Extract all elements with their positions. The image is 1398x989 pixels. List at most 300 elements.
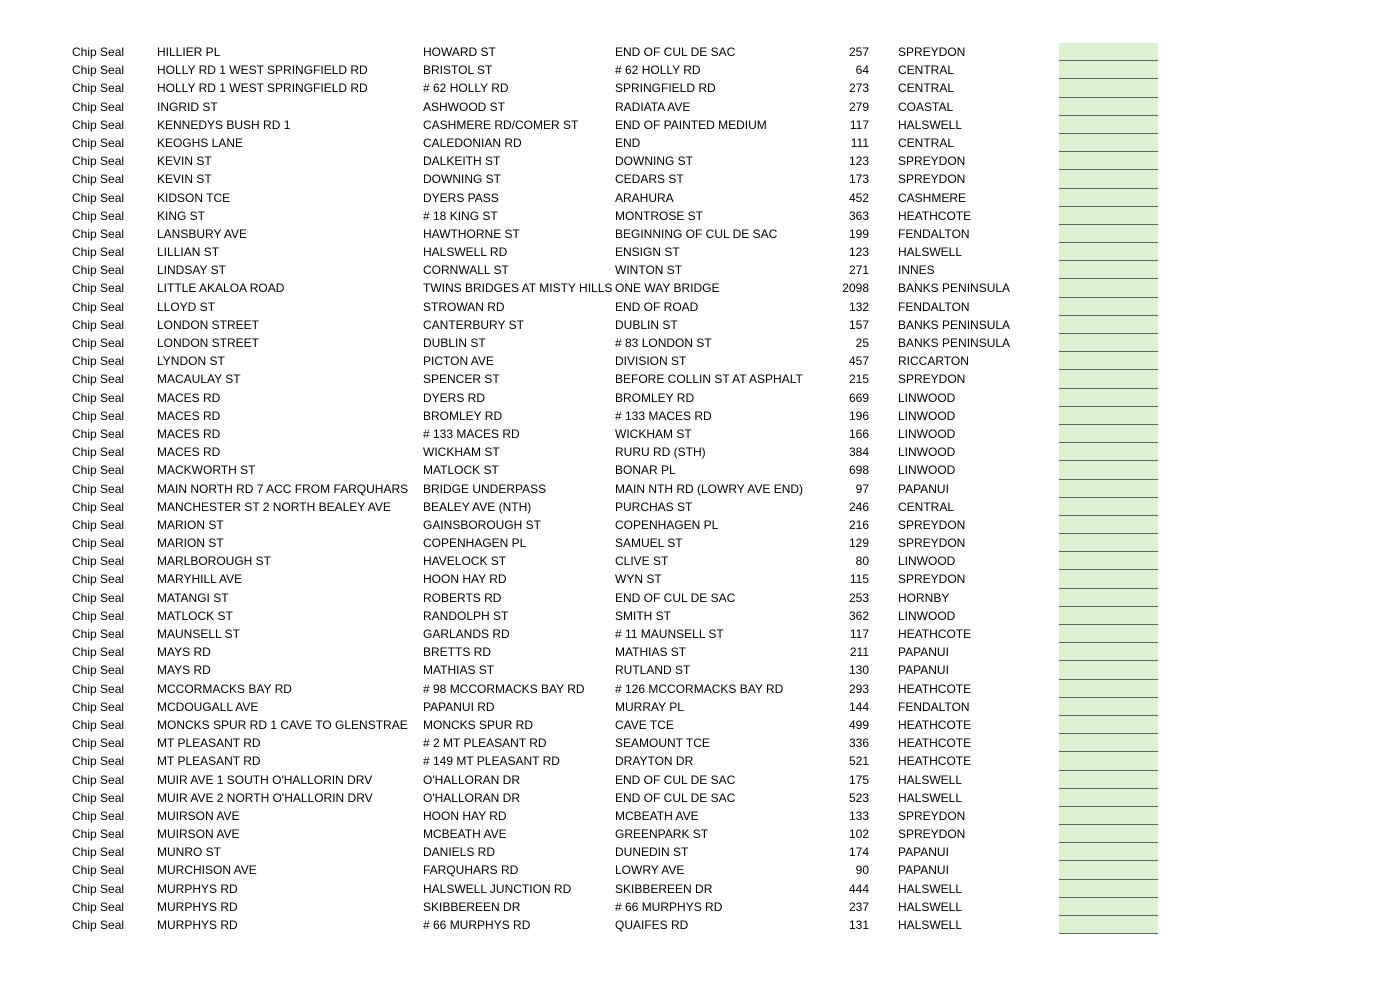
treatment-type-cell: Chip Seal	[72, 354, 125, 369]
treatment-type-cell: Chip Seal	[72, 299, 125, 314]
area-cell: SPREYDON	[898, 572, 966, 587]
treatment-type-cell: Chip Seal	[72, 845, 125, 860]
street-name-cell: KEVIN ST	[157, 172, 212, 187]
treatment-type-cell: Chip Seal	[72, 245, 125, 260]
area-cell: SPREYDON	[898, 517, 966, 532]
length-cell: 521	[848, 754, 869, 769]
to-location-cell: MATHIAS ST	[615, 645, 687, 660]
to-location-cell: # 66 MURPHYS RD	[615, 899, 723, 914]
length-cell: 90	[855, 863, 869, 878]
to-location-cell: # 133 MACES RD	[615, 408, 712, 423]
treatment-type-cell: Chip Seal	[72, 717, 125, 732]
length-cell: 123	[848, 154, 869, 169]
street-name-cell: MUIR AVE 1 SOUTH O'HALLORIN DRV	[157, 772, 373, 787]
area-cell: CENTRAL	[898, 81, 955, 96]
from-location-cell: BROMLEY RD	[423, 408, 503, 423]
street-name-cell: MURPHYS RD	[157, 899, 238, 914]
street-name-cell: MANCHESTER ST 2 NORTH BEALEY AVE	[157, 499, 391, 514]
highlighted-empty-cell[interactable]	[1059, 789, 1158, 807]
street-name-cell: LILLIAN ST	[157, 245, 220, 260]
table-row	[0, 516, 1398, 534]
highlighted-empty-cell[interactable]	[1059, 389, 1158, 407]
highlighted-empty-cell[interactable]	[1059, 316, 1158, 334]
street-name-cell: KING ST	[157, 208, 206, 223]
from-location-cell: BRISTOL ST	[423, 63, 493, 78]
highlighted-empty-cell[interactable]	[1059, 243, 1158, 261]
area-cell: CENTRAL	[898, 499, 955, 514]
from-location-cell: PAPANUI RD	[423, 699, 495, 714]
street-name-cell: LYNDON ST	[157, 354, 225, 369]
to-location-cell: END	[615, 135, 641, 150]
length-cell: 97	[855, 481, 869, 496]
to-location-cell: DRAYTON DR	[615, 754, 694, 769]
highlighted-empty-cell[interactable]	[1059, 225, 1158, 243]
to-location-cell: RURU RD (STH)	[615, 445, 706, 460]
area-cell: FENDALTON	[898, 299, 970, 314]
to-location-cell: MONTROSE ST	[615, 208, 704, 223]
from-location-cell: DANIELS RD	[423, 845, 496, 860]
length-cell: 133	[848, 808, 869, 823]
to-location-cell: BEGINNING OF CUL DE SAC	[615, 226, 778, 241]
street-name-cell: MUIRSON AVE	[157, 808, 240, 823]
to-location-cell: SPRINGFIELD RD	[615, 81, 716, 96]
street-name-cell: MACES RD	[157, 445, 221, 460]
treatment-type-cell: Chip Seal	[72, 754, 125, 769]
to-location-cell: SEAMOUNT TCE	[615, 736, 710, 751]
highlighted-empty-cell[interactable]	[1059, 680, 1158, 698]
table-row	[0, 389, 1398, 407]
length-cell: 123	[848, 245, 869, 260]
from-location-cell: HOON HAY RD	[423, 572, 507, 587]
street-name-cell: MT PLEASANT RD	[157, 754, 261, 769]
table-row	[0, 43, 1398, 61]
table-row	[0, 79, 1398, 97]
street-name-cell: MURPHYS RD	[157, 881, 238, 896]
table-row	[0, 298, 1398, 316]
from-location-cell: DALKEITH ST	[423, 154, 501, 169]
area-cell: HALSWELL	[898, 790, 963, 805]
street-name-cell: MCCORMACKS BAY RD	[157, 681, 292, 696]
highlighted-empty-cell[interactable]	[1059, 661, 1158, 679]
table-row	[0, 461, 1398, 479]
table-row	[0, 825, 1398, 843]
area-cell: LINWOOD	[898, 554, 956, 569]
street-name-cell: MACES RD	[157, 426, 221, 441]
table-row	[0, 407, 1398, 425]
table-row	[0, 552, 1398, 570]
length-cell: 130	[848, 663, 869, 678]
length-cell: 117	[849, 117, 869, 132]
to-location-cell: ARAHURA	[615, 190, 674, 205]
treatment-type-cell: Chip Seal	[72, 499, 125, 514]
highlighted-empty-cell[interactable]	[1059, 570, 1158, 588]
area-cell: HEATHCOTE	[898, 736, 972, 751]
treatment-type-cell: Chip Seal	[72, 445, 125, 460]
street-name-cell: HOLLY RD 1 WEST SPRINGFIELD RD	[157, 81, 368, 96]
to-location-cell: WICKHAM ST	[615, 426, 692, 441]
length-cell: 2098	[842, 281, 869, 296]
treatment-type-cell: Chip Seal	[72, 772, 125, 787]
to-location-cell: # 126 MCCORMACKS BAY RD	[615, 681, 784, 696]
street-name-cell: KENNEDYS BUSH RD 1	[157, 117, 291, 132]
area-cell: SPREYDON	[898, 827, 966, 842]
highlighted-empty-cell[interactable]	[1059, 716, 1158, 734]
length-cell: 457	[848, 354, 869, 369]
highlighted-empty-cell[interactable]	[1059, 189, 1158, 207]
treatment-type-cell: Chip Seal	[72, 881, 125, 896]
area-cell: HEATHCOTE	[898, 754, 972, 769]
from-location-cell: # 98 MCCORMACKS BAY RD	[423, 681, 585, 696]
to-location-cell: END OF CUL DE SAC	[615, 772, 736, 787]
to-location-cell: MAIN NTH RD (LOWRY AVE END)	[615, 481, 804, 496]
street-name-cell: MATANGI ST	[157, 590, 229, 605]
highlighted-empty-cell[interactable]	[1059, 279, 1158, 297]
area-cell: LINWOOD	[898, 463, 956, 478]
highlighted-empty-cell[interactable]	[1059, 207, 1158, 225]
to-location-cell: ENSIGN ST	[615, 245, 680, 260]
street-name-cell: LONDON STREET	[157, 317, 260, 332]
table-row	[0, 716, 1398, 734]
table-row	[0, 225, 1398, 243]
length-cell: 216	[848, 517, 869, 532]
treatment-type-cell: Chip Seal	[72, 63, 125, 78]
highlighted-empty-cell[interactable]	[1059, 880, 1158, 898]
highlighted-empty-cell[interactable]	[1059, 807, 1158, 825]
to-location-cell: RUTLAND ST	[615, 663, 691, 678]
length-cell: 117	[849, 627, 869, 641]
highlighted-empty-cell[interactable]	[1059, 625, 1158, 643]
to-location-cell: CLIVE ST	[615, 554, 669, 569]
highlighted-empty-cell[interactable]	[1059, 825, 1158, 843]
area-cell: SPREYDON	[898, 172, 966, 187]
table-row	[0, 625, 1398, 643]
highlighted-empty-cell[interactable]	[1059, 334, 1158, 352]
highlighted-empty-cell[interactable]	[1059, 898, 1158, 916]
area-cell: LINWOOD	[898, 608, 956, 623]
treatment-type-cell: Chip Seal	[72, 554, 125, 569]
street-name-cell: MAYS RD	[157, 663, 211, 678]
length-cell: 144	[848, 699, 869, 714]
area-cell: LINWOOD	[898, 408, 956, 423]
length-cell: 173	[848, 172, 869, 187]
highlighted-empty-cell[interactable]	[1059, 698, 1158, 716]
highlighted-empty-cell[interactable]	[1059, 352, 1158, 370]
from-location-cell: DOWNING ST	[423, 172, 501, 187]
to-location-cell: RADIATA AVE	[615, 99, 691, 114]
from-location-cell: HAVELOCK ST	[423, 554, 507, 569]
table-row	[0, 334, 1398, 352]
to-location-cell: BONAR PL	[615, 463, 676, 478]
treatment-type-cell: Chip Seal	[72, 681, 125, 696]
length-cell: 166	[848, 426, 869, 441]
from-location-cell: BRIDGE UNDERPASS	[423, 481, 547, 496]
length-cell: 215	[848, 372, 869, 387]
to-location-cell: SMITH ST	[615, 608, 671, 623]
to-location-cell: END OF CUL DE SAC	[615, 45, 736, 59]
length-cell: 698	[848, 463, 869, 478]
highlighted-empty-cell[interactable]	[1059, 261, 1158, 279]
length-cell: 523	[848, 790, 869, 805]
highlighted-empty-cell[interactable]	[1059, 170, 1158, 188]
street-name-cell: MURCHISON AVE	[157, 863, 257, 878]
street-name-cell: MUIR AVE 2 NORTH O'HALLORIN DRV	[157, 790, 373, 805]
length-cell: 452	[848, 190, 869, 205]
highlighted-empty-cell[interactable]	[1059, 480, 1158, 498]
treatment-type-cell: Chip Seal	[72, 590, 125, 605]
from-location-cell: CORNWALL ST	[423, 263, 509, 278]
area-cell: RICCARTON	[898, 354, 969, 369]
table-row	[0, 352, 1398, 370]
street-name-cell: LONDON STREET	[157, 336, 260, 350]
highlighted-empty-cell[interactable]	[1059, 771, 1158, 789]
highlighted-empty-cell[interactable]	[1059, 134, 1158, 152]
treatment-type-cell: Chip Seal	[72, 736, 125, 751]
treatment-type-cell: Chip Seal	[72, 536, 125, 551]
treatment-type-cell: Chip Seal	[72, 154, 125, 169]
from-location-cell: HOWARD ST	[423, 45, 496, 59]
to-location-cell: SKIBBEREEN DR	[615, 881, 713, 896]
from-location-cell: FARQUHARS RD	[423, 863, 519, 878]
highlighted-empty-cell[interactable]	[1059, 752, 1158, 770]
from-location-cell: CASHMERE RD/COMER ST	[423, 117, 579, 132]
treatment-type-cell: Chip Seal	[72, 281, 125, 296]
length-cell: 80	[855, 554, 869, 569]
highlighted-empty-cell[interactable]	[1059, 498, 1158, 516]
table-row	[0, 152, 1398, 170]
treatment-type-cell: Chip Seal	[72, 808, 125, 823]
length-cell: 279	[848, 99, 869, 114]
from-location-cell: DYERS RD	[423, 390, 486, 405]
treatment-type-cell: Chip Seal	[72, 408, 125, 423]
treatment-type-cell: Chip Seal	[72, 827, 125, 842]
length-cell: 293	[848, 681, 869, 696]
treatment-type-cell: Chip Seal	[72, 317, 125, 332]
table-row	[0, 698, 1398, 716]
table-row	[0, 480, 1398, 498]
table-row	[0, 170, 1398, 188]
table-row	[0, 843, 1398, 861]
street-name-cell: MAYS RD	[157, 645, 211, 660]
treatment-type-cell: Chip Seal	[72, 608, 125, 623]
length-cell: 157	[848, 317, 869, 332]
table-row	[0, 607, 1398, 625]
highlighted-empty-cell[interactable]	[1059, 534, 1158, 552]
from-location-cell: MONCKS SPUR RD	[423, 717, 534, 732]
table-row	[0, 880, 1398, 898]
from-location-cell: PICTON AVE	[423, 354, 494, 369]
length-cell: 271	[848, 263, 869, 278]
street-name-cell: MATLOCK ST	[157, 608, 233, 623]
street-name-cell: MARION ST	[157, 517, 224, 532]
from-location-cell: COPENHAGEN PL	[423, 536, 527, 551]
treatment-type-cell: Chip Seal	[72, 627, 125, 641]
length-cell: 257	[848, 45, 869, 59]
street-name-cell: MACES RD	[157, 390, 221, 405]
from-location-cell: # 133 MACES RD	[423, 426, 520, 441]
table-row	[0, 916, 1398, 934]
treatment-type-cell: Chip Seal	[72, 918, 125, 932]
highlighted-empty-cell[interactable]	[1059, 843, 1158, 861]
table-row	[0, 98, 1398, 116]
to-location-cell: DIVISION ST	[615, 354, 687, 369]
area-cell: PAPANUI	[898, 845, 949, 860]
to-location-cell: # 11 MAUNSELL ST	[615, 627, 724, 641]
area-cell: HALSWELL	[898, 245, 963, 260]
table-row	[0, 498, 1398, 516]
treatment-type-cell: Chip Seal	[72, 117, 125, 132]
to-location-cell: # 62 HOLLY RD	[615, 63, 701, 78]
table-row	[0, 752, 1398, 770]
area-cell: HORNBY	[898, 590, 950, 605]
highlighted-empty-cell[interactable]	[1059, 407, 1158, 425]
area-cell: LINWOOD	[898, 390, 956, 405]
to-location-cell: END OF PAINTED MEDIUM	[615, 117, 767, 132]
to-location-cell: MURRAY PL	[615, 699, 684, 714]
from-location-cell: ASHWOOD ST	[423, 99, 506, 114]
highlighted-empty-cell[interactable]	[1059, 43, 1158, 61]
area-cell: HEATHCOTE	[898, 717, 972, 732]
highlighted-empty-cell[interactable]	[1059, 79, 1158, 97]
treatment-type-cell: Chip Seal	[72, 99, 125, 114]
to-location-cell: LOWRY AVE	[615, 863, 685, 878]
table-row	[0, 443, 1398, 461]
to-location-cell: # 83 LONDON ST	[615, 336, 712, 350]
highlighted-empty-cell[interactable]	[1059, 607, 1158, 625]
from-location-cell: CANTERBURY ST	[423, 317, 524, 332]
table-row	[0, 789, 1398, 807]
area-cell: BANKS PENINSULA	[898, 336, 1011, 350]
treatment-type-cell: Chip Seal	[72, 226, 125, 241]
length-cell: 196	[848, 408, 869, 423]
from-location-cell: # 66 MURPHYS RD	[423, 918, 531, 932]
table-row	[0, 898, 1398, 916]
area-cell: FENDALTON	[898, 699, 970, 714]
from-location-cell: GAINSBOROUGH ST	[423, 517, 542, 532]
from-location-cell: SPENCER ST	[423, 372, 500, 387]
length-cell: 362	[848, 608, 869, 623]
from-location-cell: # 149 MT PLEASANT RD	[423, 754, 560, 769]
highlighted-empty-cell[interactable]	[1059, 461, 1158, 479]
street-name-cell: MURPHYS RD	[157, 918, 238, 932]
to-location-cell: SAMUEL ST	[615, 536, 683, 551]
highlighted-empty-cell[interactable]	[1059, 443, 1158, 461]
table-row	[0, 534, 1398, 552]
street-name-cell: LINDSAY ST	[157, 263, 226, 278]
table-row	[0, 771, 1398, 789]
to-location-cell: BROMLEY RD	[615, 390, 695, 405]
highlighted-empty-cell[interactable]	[1059, 98, 1158, 116]
length-cell: 273	[848, 81, 869, 96]
area-cell: CENTRAL	[898, 135, 955, 150]
treatment-type-cell: Chip Seal	[72, 426, 125, 441]
area-cell: SPREYDON	[898, 45, 966, 59]
treatment-type-cell: Chip Seal	[72, 135, 125, 150]
length-cell: 64	[855, 63, 869, 78]
street-name-cell: MUIRSON AVE	[157, 827, 240, 842]
highlighted-empty-cell[interactable]	[1059, 152, 1158, 170]
street-name-cell: MT PLEASANT RD	[157, 736, 261, 751]
table-row	[0, 116, 1398, 134]
area-cell: FENDALTON	[898, 226, 970, 241]
highlighted-empty-cell[interactable]	[1059, 589, 1158, 607]
length-cell: 175	[848, 772, 869, 787]
from-location-cell: SKIBBEREEN DR	[423, 899, 521, 914]
area-cell: PAPANUI	[898, 645, 949, 660]
to-location-cell: GREENPARK ST	[615, 827, 709, 842]
table-row	[0, 243, 1398, 261]
area-cell: HEATHCOTE	[898, 627, 972, 641]
from-location-cell: STROWAN RD	[423, 299, 505, 314]
length-cell: 174	[848, 845, 869, 860]
from-location-cell: TWINS BRIDGES AT MISTY HILLS	[423, 281, 613, 296]
from-location-cell: HOON HAY RD	[423, 808, 507, 823]
area-cell: HALSWELL	[898, 899, 963, 914]
from-location-cell: # 2 MT PLEASANT RD	[423, 736, 547, 751]
area-cell: HEATHCOTE	[898, 681, 972, 696]
street-name-cell: KEOGHS LANE	[157, 135, 244, 150]
treatment-type-cell: Chip Seal	[72, 263, 125, 278]
highlighted-empty-cell[interactable]	[1059, 916, 1158, 934]
highlighted-empty-cell[interactable]	[1059, 516, 1158, 534]
highlighted-empty-cell[interactable]	[1059, 116, 1158, 134]
length-cell: 237	[848, 899, 869, 914]
table-row	[0, 207, 1398, 225]
length-cell: 253	[848, 590, 869, 605]
highlighted-empty-cell[interactable]	[1059, 370, 1158, 388]
highlighted-empty-cell[interactable]	[1059, 734, 1158, 752]
street-name-cell: MUNRO ST	[157, 845, 221, 860]
to-location-cell: DUBLIN ST	[615, 317, 678, 332]
table-row	[0, 661, 1398, 679]
to-location-cell: END OF ROAD	[615, 299, 699, 314]
length-cell: 111	[850, 135, 869, 150]
length-cell: 444	[848, 881, 869, 896]
treatment-type-cell: Chip Seal	[72, 208, 125, 223]
from-location-cell: HALSWELL JUNCTION RD	[423, 881, 572, 896]
highlighted-empty-cell[interactable]	[1059, 643, 1158, 661]
street-name-cell: MARION ST	[157, 536, 224, 551]
street-name-cell: KIDSON TCE	[157, 190, 231, 205]
highlighted-empty-cell[interactable]	[1059, 861, 1158, 879]
length-cell: 115	[849, 572, 869, 587]
to-location-cell: END OF CUL DE SAC	[615, 790, 736, 805]
highlighted-empty-cell[interactable]	[1059, 425, 1158, 443]
highlighted-empty-cell[interactable]	[1059, 552, 1158, 570]
length-cell: 499	[848, 717, 869, 732]
table-row	[0, 570, 1398, 588]
length-cell: 131	[848, 918, 869, 932]
highlighted-empty-cell[interactable]	[1059, 298, 1158, 316]
length-cell: 102	[848, 827, 869, 842]
highlighted-empty-cell[interactable]	[1059, 61, 1158, 79]
area-cell: HALSWELL	[898, 881, 963, 896]
from-location-cell: DYERS PASS	[423, 190, 499, 205]
length-cell: 129	[848, 536, 869, 551]
area-cell: PAPANUI	[898, 863, 949, 878]
from-location-cell: CALEDONIAN RD	[423, 135, 522, 150]
treatment-type-cell: Chip Seal	[72, 699, 125, 714]
treatment-type-cell: Chip Seal	[72, 390, 125, 405]
area-cell: CENTRAL	[898, 63, 955, 78]
street-name-cell: HILLIER PL	[157, 45, 221, 59]
area-cell: LINWOOD	[898, 426, 956, 441]
street-name-cell: MACAULAY ST	[157, 372, 241, 387]
length-cell: 25	[855, 336, 869, 350]
from-location-cell: RANDOLPH ST	[423, 608, 509, 623]
from-location-cell: WICKHAM ST	[423, 445, 500, 460]
table-row	[0, 425, 1398, 443]
treatment-type-cell: Chip Seal	[72, 481, 125, 496]
